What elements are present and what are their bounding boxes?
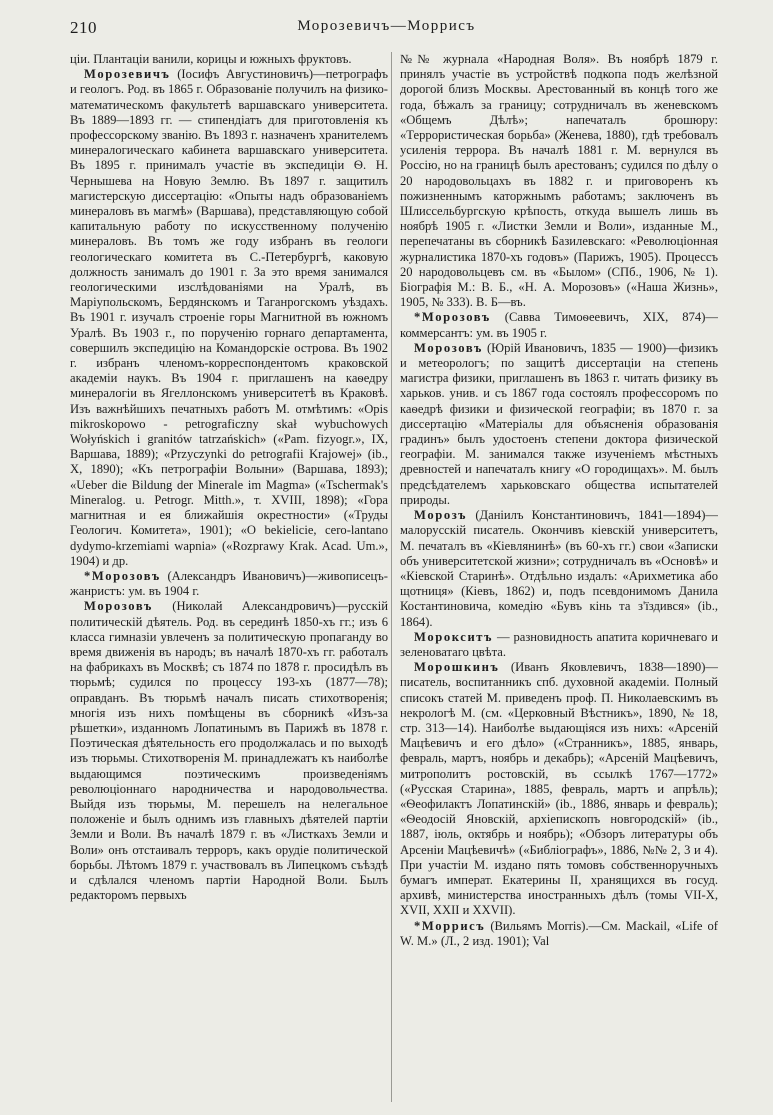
entry-text: (Иванъ Яковлевичъ, 1838—1890)—писатель, воспитанникъ спб. духовной академіи. Полный списокъ статей М. приведенъ проф. П. Николаевскимъ въ некрологѣ М. (см. «Церковный Вѣстникъ», 1890, № 18, стр. 313—14). Наиболѣе выдающіяся изъ нихъ: «Арсеній Мацѣевичъ и его дѣло» («Странникъ», 1885, январь, февраль, мартъ, ноябрь и декабрь); «Арсеній Мацѣевичъ, митрополитъ ростовскій, въ ссылкѣ 1767—1772» («Русская Старина», 1885, февраль, мартъ и апрѣль); «Ѳеофилактъ Лопатинскій» (ib., 1886, январь и февраль); «Ѳеодосій Яновскій, архіепископъ новгородскій» (ib., 1887, іюль, октябрь и ноябрь); «Обзоръ литературы объ Арсеніи Мацѣевичѣ» («Библіографъ», 1886, №№ 2, 3 и 4). При участіи М. издано пять томовъ собственноручныхъ бумагъ императ. Екатерины II, хранящихся въ госуд. архивѣ, министерства иностранныхъ дѣлъ (томы VII-X, XVII, XXII и XXVII). bbox=[400, 660, 718, 918]
entry-headword: Морозовъ bbox=[414, 340, 483, 355]
dictionary-entry bbox=[400, 508, 718, 630]
entry-headword: Морокситъ bbox=[414, 629, 494, 644]
page-number: 210 bbox=[70, 18, 97, 37]
entry-text: (Вильямъ Morris).—См. Mackail, «Life of W. M.» (Л., 2 изд. 1901); Val bbox=[400, 918, 718, 948]
continued-text bbox=[400, 52, 718, 310]
entry-text: ціи. Плантаціи ванили, корицы и южныхъ фруктовъ. bbox=[70, 52, 352, 66]
entry-headword: Морозъ bbox=[414, 508, 468, 523]
entry-text: №№ журнала «Народная Воля». Въ ноябрѣ 1879 г. принялъ участіе въ устройствѣ подкопа подъ желѣзной дорогой близъ Москвы. Арестованный въ концѣ того же года, бѣжалъ за границу; сотрудничалъ въ женевскомъ «Общемъ Дѣлѣ»; напечаталъ брошюру: «Террористическая борьба» (Женева, 1880), гдѣ требовалъ усиленія террора. Въ началѣ 1881 г. М. вернулся въ Россію, но на границѣ былъ арестованъ; судился по дѣлу о 20 народовольцахъ въ 1882 г. и приговоренъ къ пожизненнымъ каторжнымъ работамъ; заключенъ въ Шлиссельбургскую крѣпость, откуда вышелъ лишь въ ноябрѣ 1905 г. «Листки Земли и Воли», изданные М., перепечатаны въ сборникѣ Базилевскаго: «Революціонная журналистика 1870-хъ годовъ» (Парижъ, 1905). Процессъ 20 народовольцевъ см. въ «Былом» (СПб., 1906, № 1). Біографія М.: В. Б., «Н. А. Морозовъ» («Наша Жизнь», 1905, № 333). В. Б—въ. bbox=[400, 52, 718, 310]
entry-text: (Александръ Ивановичъ)—живописецъ-жанристъ: ум. въ 1904 г. bbox=[70, 568, 388, 599]
dictionary-entry bbox=[400, 310, 718, 340]
dictionary-entry bbox=[400, 919, 718, 949]
left-column bbox=[70, 52, 388, 1102]
page-header bbox=[70, 18, 703, 44]
entry-text: — разновидность апатита коричневаго и зеленоватаго цвѣта. bbox=[400, 629, 718, 659]
continued-text bbox=[70, 52, 388, 67]
dictionary-entry bbox=[400, 630, 718, 660]
dictionary-entry bbox=[70, 569, 388, 599]
running-title: Морозевичъ—Моррисъ bbox=[297, 18, 476, 34]
entry-headword: Морозевичъ bbox=[84, 67, 171, 82]
column-divider bbox=[391, 52, 392, 1102]
entry-headword: Морозовъ bbox=[84, 599, 153, 614]
entry-text: (Николай Александровичъ)—русскій политическій дѣятель. Род. въ серединѣ 1850-хъ гг.; изъ 6 класса гимназіи увлеченъ за политическую пропаганду во время движенія въ народъ; въ началѣ 1870-хъ гг. работалъ на фабрикахъ въ Москвѣ; съ 1874 по 1878 г. просидѣлъ въ тюрьмѣ; судился по процессу 193-хъ (1877—78); оправданъ. Въ тюрьмѣ началъ писать стихотворенія; многія изъ нихъ помѣщены въ сборникѣ «Изъ-за рѣшетки», изданномъ Лопатинымъ въ Парижѣ въ 1878 г. Поэтическая дѣятельность его продолжалась и по выходѣ изъ тюрьмы. Стихотворенія М. принадлежатъ къ наиболѣе выдающимся поэтическимъ произведеніямъ революціоннаго народничества и народовольчества. Выйдя изъ тюрьмы, М. перешелъ на нелегальное положеніе и былъ однимъ изъ главныхъ дѣятелей партіи Земли и Воли. Въ началѣ 1879 г. въ «Листкахъ Земли и Воли» онъ отстаивалъ терроръ, какъ орудіе политической борьбы. Лѣтомъ 1879 г. участвовалъ въ Липецкомъ съѣздѣ и сдѣлался членомъ партіи Народной Воли. Былъ редакторомъ первыхъ bbox=[70, 599, 388, 903]
dictionary-entry bbox=[70, 67, 388, 569]
entry-text: (Юрій Ивановичъ, 1835 — 1900)—физикъ и метеорологъ; по защитѣ диссертаціи на степень магистра физики, приглашенъ въ 1863 г. читать физику въ харьков. унив. и съ 1867 года состоялъ профессоромъ по каѳедрѣ физики и физической географіи; въ 1870 г. за диссертацію «Матеріалы для объясненія образованія градинъ» былъ удостоенъ степени доктора физической географіи. М. занимался также изученіемъ мѣстныхъ древностей и напечаталъ книгу «О городищахъ». М. былъ предсѣдателемъ харьковскаго общества испытателей природы. bbox=[400, 340, 718, 507]
entry-text: (Даніилъ Константиновичъ, 1841—1894)—малорусскій писатель. Окончивъ кіевскій университетъ, М. печаталъ въ «Кіевлянинѣ» (въ 60-хъ гг.) свои «Записки объ университетской жизни»; сотрудничалъ въ «Основѣ» и «Кіевской Старинѣ». Отдѣльно издалъ: «Арихметика або щотниця» (Кіевъ, 1862) и, подъ псевдонимомъ Данила Костантиновича, комедію «Бувъ кінь та з'їздився» (ib., 1864). bbox=[400, 508, 718, 629]
dictionary-entry bbox=[400, 660, 718, 918]
right-column bbox=[400, 52, 718, 1102]
dictionary-entry bbox=[70, 599, 388, 903]
entry-headword: Морошкинъ bbox=[414, 660, 500, 675]
entry-text: (Іосифъ Августиновичъ)—петрографъ и геологъ. Род. въ 1865 г. Образованіе получилъ на физико-математическомъ факультетѣ варшавскаго университета. Въ 1889—1893 гг. — стипендіатъ для приготовленія къ профессорскому званію. Въ 1893 г. назначенъ хранителемъ минералогическаго кабинета варшавскаго университета. Въ 1895 г. принималъ участіе въ экспедиціи Ѳ. Н. Чернышева на Новую Землю. Въ 1897 г. защитилъ магистерскую диссертацію: «Опыты надъ образованіемъ минераловъ въ магмѣ» (Варшава), представляющую собой капитальную работу по искусственному полученію минераловъ. Въ томъ же году избранъ въ геологи геологическаго комитета въ С.-Петербургѣ, каковую должность занималъ до 1901 г. За это время занимался геологическими изслѣдованіями на Уралѣ, въ Маріупольскомъ, Бердянскомъ и Таганрогскомъ уѣздахъ. Въ 1901 г. изучалъ строеніе горы Магнитной въ южномъ Уралѣ. Въ 1903 г., по порученію горнаго департамента, совершилъ экспедицію на Командорскіе острова. Въ 1902 г. избранъ членомъ-корреспондентомъ краковской академіи наукъ. Въ 1904 г. приглашенъ на каѳедру минералогіи въ Ягеллонскомъ университетѣ въ Краковѣ. Изъ важнѣйшихъ печатныхъ работъ М. отмѣтимъ: «Opis mikroskopowo - petrograficzny skał wybuchowych Wołyńskich i granitów tatrzańskich» («Pam. fizyogr.», IX, Варшава, 1889); «Przyczynki do petrografii Krajowej» (ib., X, 1890); «Къ петрографіи Волыни» (Варшава, 1893); «Ueber die Bildung der Minerale im Magma» («Tschermak's Mineralog. u. Petrogr. Mitth.», т. XVIII, 1898); «Гора магнитная и ея ближайшія окрестности» («Труды Геологич. Комитета», 1901); «O bekielicie, cero-lantano dydymo-krzemiami wapnia» («Rozprawy Krak. Acad. Um.», 1904) и др. bbox=[70, 67, 388, 568]
entry-text: (Савва Тимоѳеевичъ, XIX, 874)—коммерсантъ: ум. въ 1905 г. bbox=[400, 310, 718, 340]
entry-headword: *Морозовъ bbox=[414, 310, 491, 325]
entry-headword: *Морозовъ bbox=[84, 568, 161, 583]
entry-headword: *Моррисъ bbox=[414, 918, 486, 933]
dictionary-entry bbox=[400, 341, 718, 508]
